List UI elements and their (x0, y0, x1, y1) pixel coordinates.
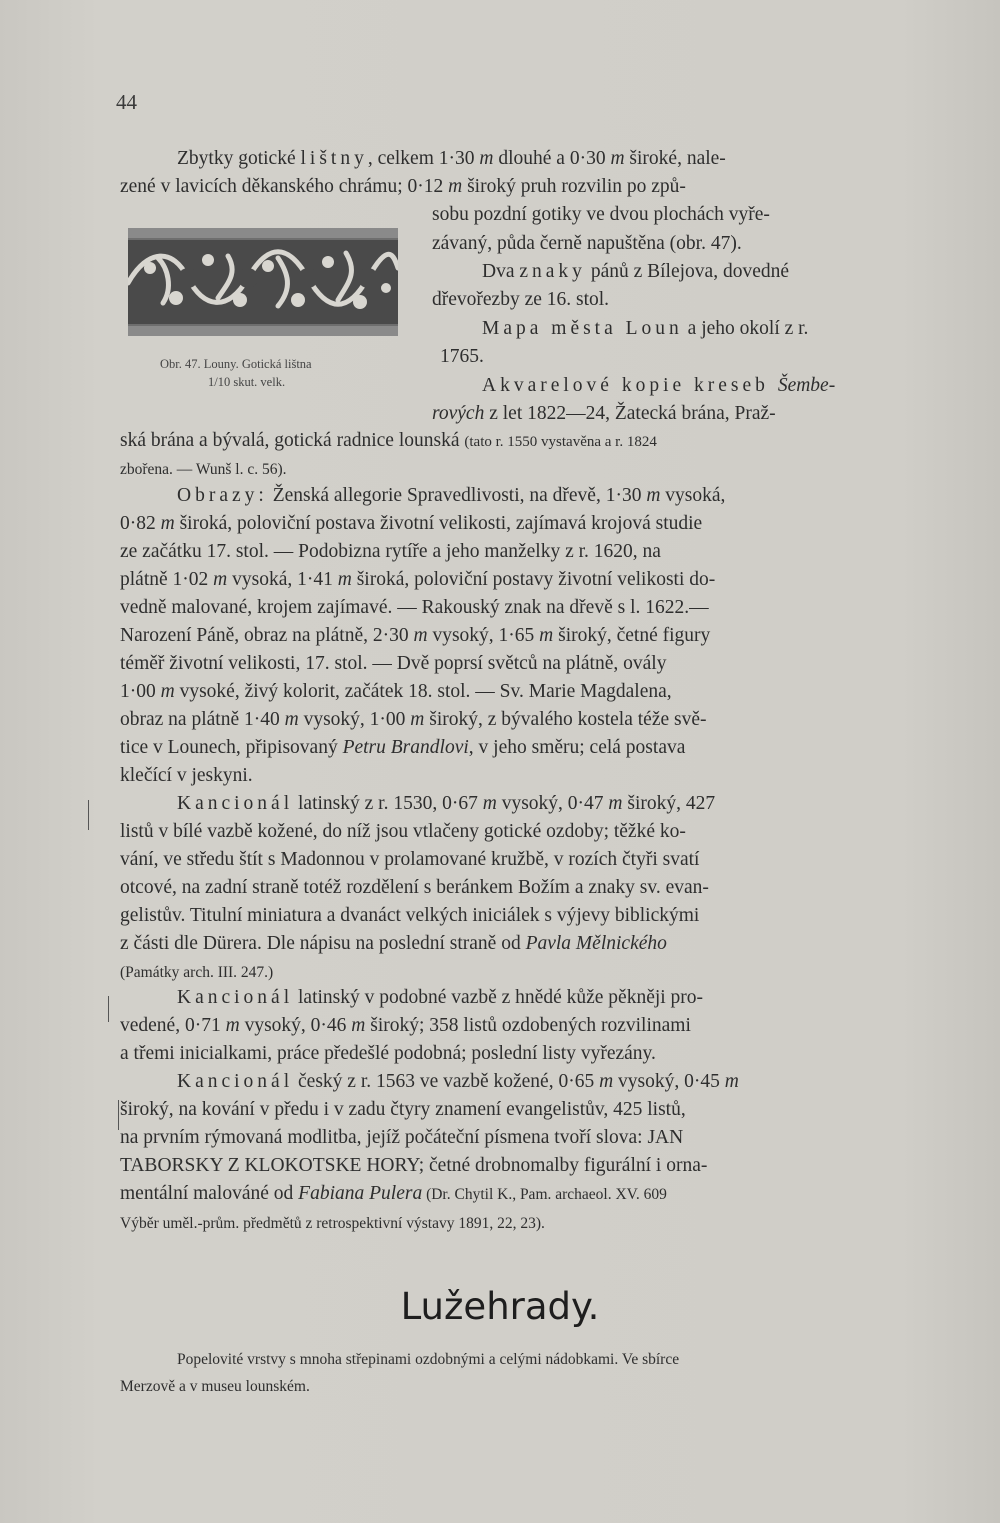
text-line: otcové, na zadní straně totéž rozdělení s beránkem Božím a znaky sv. evan- (120, 877, 709, 898)
margin-mark (108, 996, 109, 1022)
text-line: 1·00 m vysoké, živý kolorit, začátek 18. stol. — Sv. Marie Magdalena, (120, 681, 672, 702)
figure-caption-scale: 1/10 skut. velk. (208, 375, 286, 389)
margin-mark (88, 800, 89, 830)
text-line: ská brána a bývalá, gotická radnice lounská (tato r. 1550 vystavěna a r. 1824 (120, 430, 657, 451)
figure-caption: Obr. 47. Louny. Gotická lištna (160, 357, 312, 371)
text-line: klečící v jeskyni. (120, 765, 253, 786)
text-line: dřevořezby ze 16. stol. (432, 289, 610, 310)
text-line: obraz na plátně 1·40 m vysoký, 1·00 m široký, z bývalého kostela téže svě- (120, 709, 707, 730)
text-line: Kancionál latinský v podobné vazbě z hnědé kůže pěkněji pro- (177, 987, 704, 1008)
text-line: 0·82 m široká, poloviční postava životní velikosti, zajímavá krojová studie (120, 513, 703, 534)
section-heading: Lužehrady. (400, 1285, 600, 1328)
text-line: mentální malováné od Fabiana Pulera (Dr. Chytil K., Pam. archaeol. XV. 609 (120, 1183, 667, 1204)
text-line: gelistův. Titulní miniatura a dvanáct velkých iniciálek s výjevy biblickými (120, 905, 700, 926)
text-line: na prvním rýmovaná modlitba, jejíž počáteční písmena tvoří slova: JAN (120, 1127, 684, 1148)
text-line: zené v lavicích děkanského chrámu; 0·12 m široký pruh rozvilin po způ- (120, 176, 686, 197)
text-line: vání, ve středu štít s Madonnou v prolamované kružbě, v rozích čtyři svatí (120, 849, 700, 870)
text-line: Obrazy: Ženská allegorie Spravedlivosti, na dřevě, 1·30 m vysoká, (177, 485, 726, 506)
text-line: sobu pozdní gotiky ve dvou plochách vyře- (432, 204, 770, 225)
text-line: a třemi inicialkami, práce předešlé podobná; poslední listy vyřezány. (120, 1043, 656, 1064)
ornament-illustration (128, 228, 398, 336)
page-number: 44 (116, 90, 137, 114)
text-line: TABORSKY Z KLOKOTSKE HORY; četné drobnomalby figurální i orna- (120, 1155, 708, 1176)
closing-text-line: Merzově a v museu lounském. (120, 1378, 310, 1395)
text-line: Dva znaky pánů z Bílejova, dovedné (482, 261, 790, 282)
text-line: rových z let 1822—24, Žatecká brána, Praž- (432, 403, 776, 424)
closing-text-line: Popelovité vrstvy s mnoha střepinami ozdobnými a celými nádobkami. Ve sbírce (177, 1351, 680, 1368)
text-line: Zbytky gotické lištny, celkem 1·30 m dlouhé a 0·30 m široké, nale- (177, 148, 726, 169)
text-line: vedně malované, krojem zajímavé. — Rakouský znak na dřevě s l. 1622.— (120, 597, 709, 618)
text-line: široký, na kování v předu i v zadu čtyry znamení evangelistův, 425 listů, (120, 1099, 686, 1120)
text-line: Mapa města Loun a jeho okolí z r. (482, 318, 809, 339)
gothic-ornament-figure (128, 228, 398, 336)
text-line: závaný, půda černě napuštěna (obr. 47). (432, 233, 742, 254)
text-line: Kancionál latinský z r. 1530, 0·67 m vysoký, 0·47 m široký, 427 (177, 793, 716, 814)
text-line: tice v Lounech, připisovaný Petru Brandlovi, v jeho směru; celá postava (120, 737, 686, 758)
text-line: (Památky arch. III. 247.) (120, 964, 274, 981)
text-line: listů v bílé vazbě kožené, do níž jsou vtlačeny gotické ozdoby; těžké ko- (120, 821, 686, 842)
text-line: Akvarelové kopie kreseb Šembe- (482, 375, 836, 396)
text-line: 1765. (440, 346, 484, 367)
text-line: ze začátku 17. stol. — Podobizna rytíře a jeho manželky z r. 1620, na (120, 541, 661, 562)
text-line: Výběr uměl.-prům. předmětů z retrospektivní výstavy 1891, 22, 23). (120, 1215, 545, 1232)
text-line: téměř životní velikosti, 17. stol. — Dvě poprsí světců na plátně, ovály (120, 653, 667, 674)
text-line: Narození Páně, obraz na plátně, 2·30 m vysoký, 1·65 m široký, četné figury (120, 625, 711, 646)
margin-mark (118, 1100, 119, 1130)
text-line: Kancionál český z r. 1563 ve vazbě kožené, 0·65 m vysoký, 0·45 m (177, 1071, 739, 1092)
text-line: zbořena. — Wunš l. c. 56). (120, 461, 287, 478)
text-line: z části dle Dürera. Dle nápisu na poslední straně od Pavla Mělnického (120, 933, 667, 954)
text-line: vedené, 0·71 m vysoký, 0·46 m široký; 358 listů ozdobených rozvilinami (120, 1015, 691, 1036)
text-line: plátně 1·02 m vysoká, 1·41 m široká, poloviční postavy životní velikosti do- (120, 569, 716, 590)
